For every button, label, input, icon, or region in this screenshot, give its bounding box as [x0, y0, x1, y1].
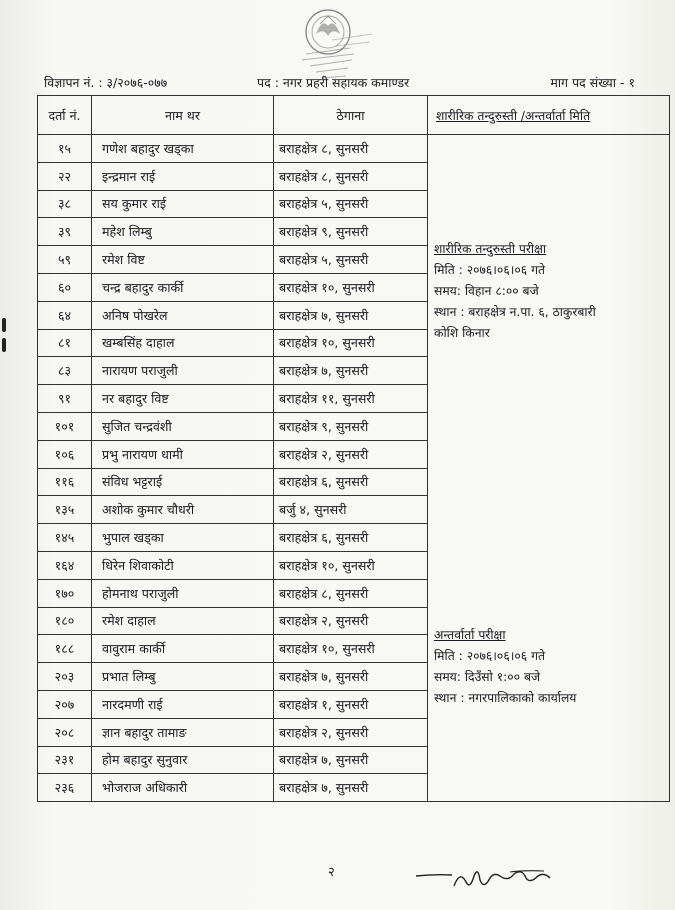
address-cell: बराहक्षेत्र ७, सुनसरी [274, 301, 428, 329]
physical-exam-place-cont: कोशि किनार [434, 326, 490, 340]
candidate-name-cell: नारदमणी राई [92, 690, 274, 718]
address-cell: बराहक्षेत्र ६, सुनसरी [274, 524, 428, 552]
reg-number-cell: ६० [38, 273, 92, 301]
col-header-address: ठेगाना [274, 96, 428, 135]
reg-number-cell: १४५ [38, 524, 92, 552]
candidate-name-cell: भोजराज अधिकारी [92, 774, 274, 802]
candidate-name-cell: नर बहादुर विष्ट [92, 385, 274, 413]
reg-number-cell: १३५ [38, 496, 92, 524]
candidate-name-cell: प्रभु नारायण धामी [92, 440, 274, 468]
reg-number-cell: १५ [38, 135, 92, 163]
physical-exam-title: शारीरिक तन्दुरुस्ती परीक्षा [434, 242, 547, 256]
candidate-name-cell: अनिष पोखरेल [92, 301, 274, 329]
reg-number-cell: ३९ [38, 218, 92, 246]
physical-exam-time: समय: विहान ८:०० बजे [434, 284, 539, 298]
candidate-table [37, 95, 670, 802]
candidate-name-cell: भुपाल खड्का [92, 524, 274, 552]
reg-number-cell: १७० [38, 579, 92, 607]
reg-number-cell: १८८ [38, 635, 92, 663]
candidate-name-cell: धिरेन शिवाकोटी [92, 551, 274, 579]
address-cell: बराहक्षेत्र ६, सुनसरी [274, 468, 428, 496]
address-cell: बराहक्षेत्र १०, सुनसरी [274, 329, 428, 357]
schedule-cell [428, 135, 670, 802]
address-cell: बराहक्षेत्र २, सुनसरी [274, 440, 428, 468]
document-header [44, 72, 635, 94]
address-cell: बराहक्षेत्र ७, सुनसरी [274, 663, 428, 691]
table-header-row [38, 96, 670, 135]
col-header-name: नाम थर [92, 96, 274, 135]
binder-hole-mark [2, 338, 6, 352]
reg-number-cell: २०८ [38, 718, 92, 746]
physical-exam-block [434, 239, 596, 344]
candidate-name-cell: संविध भट्टराई [92, 468, 274, 496]
address-cell: बराहक्षेत्र ८, सुनसरी [274, 579, 428, 607]
candidate-name-cell: महेश लिम्बु [92, 218, 274, 246]
reg-number-cell: १०६ [38, 440, 92, 468]
address-cell: बराहक्षेत्र ७, सुनसरी [274, 774, 428, 802]
binder-hole-mark [2, 318, 6, 332]
reg-number-cell: ८३ [38, 357, 92, 385]
page-number: २ [328, 865, 335, 880]
address-cell: बराहक्षेत्र १०, सुनसरी [274, 273, 428, 301]
reg-number-cell: २०३ [38, 663, 92, 691]
reg-number-cell: १०१ [38, 412, 92, 440]
reg-number-cell: ९१ [38, 385, 92, 413]
candidate-name-cell: चन्द्र बहादुर कार्की [92, 273, 274, 301]
candidate-name-cell: इन्द्रमान राई [92, 162, 274, 190]
reg-number-cell: ३८ [38, 190, 92, 218]
physical-exam-place: स्थान : बराहक्षेत्र न.पा. ६, ठाकुरबारी [434, 305, 596, 319]
candidate-name-cell: खम्बसिंह दाहाल [92, 329, 274, 357]
candidate-name-cell: गणेश बहादुर खड्का [92, 135, 274, 163]
address-cell: बराहक्षेत्र ८, सुनसरी [274, 135, 428, 163]
interview-block [434, 625, 576, 709]
candidate-name-cell: अशोक कुमार चौधरी [92, 496, 274, 524]
address-cell: बराहक्षेत्र २, सुनसरी [274, 607, 428, 635]
candidate-name-cell: वावुराम कार्की [92, 635, 274, 663]
address-cell: बराहक्षेत्र ५, सुनसरी [274, 246, 428, 274]
interview-place: स्थान : नगरपालिकाको कार्यालय [434, 691, 577, 705]
col-header-remark: शारीरिक तन्दुरुस्ती /अन्तर्वार्ता मिति [428, 96, 670, 135]
address-cell: बराहक्षेत्र ९, सुनसरी [274, 412, 428, 440]
col-header-reg: दर्ता नं. [38, 96, 92, 135]
candidate-name-cell: सुजित चन्द्रवंशी [92, 412, 274, 440]
address-cell: बराहक्षेत्र ७, सुनसरी [274, 357, 428, 385]
reg-number-cell: २३१ [38, 746, 92, 774]
advertisement-number: विज्ञापन नं. : ३/२०७६-०७७ [44, 75, 168, 90]
address-cell: बराहक्षेत्र १०, सुनसरी [274, 551, 428, 579]
demand-count: माग पद संख्या - १ [550, 75, 635, 90]
candidate-name-cell: प्रभात लिम्बु [92, 663, 274, 691]
candidate-name-cell: ज्ञान बहादुर तामाङ [92, 718, 274, 746]
reg-number-cell: ११६ [38, 468, 92, 496]
reg-number-cell: १८० [38, 607, 92, 635]
address-cell: बराहक्षेत्र ९, सुनसरी [274, 218, 428, 246]
table-row [38, 135, 670, 163]
address-cell: बराहक्षेत्र २, सुनसरी [274, 718, 428, 746]
reg-number-cell: ८१ [38, 329, 92, 357]
candidate-name-cell: होम बहादुर सुनुवार [92, 746, 274, 774]
interview-time: समय: दिउँसो १:०० बजे [434, 670, 541, 684]
candidate-name-cell: रमेश दाहाल [92, 607, 274, 635]
physical-exam-date: मिति : २०७६।०६।०६ गते [434, 263, 546, 277]
address-cell: बराहक्षेत्र ८, सुनसरी [274, 162, 428, 190]
reg-number-cell: ५९ [38, 246, 92, 274]
reg-number-cell: २३६ [38, 774, 92, 802]
candidate-name-cell: होमनाथ पराजुली [92, 579, 274, 607]
address-cell: बराहक्षेत्र ७, सुनसरी [274, 746, 428, 774]
address-cell: बराहक्षेत्र ५, सुनसरी [274, 190, 428, 218]
interview-date: मिति : २०७६।०६।०६ गते [434, 649, 546, 663]
candidate-name-cell: नारायण पराजुली [92, 357, 274, 385]
post-title: पद : नगर प्रहरी सहायक कमाण्डर [257, 75, 410, 90]
candidate-name-cell: रमेश विष्ट [92, 246, 274, 274]
address-cell: बराहक्षेत्र १, सुनसरी [274, 690, 428, 718]
reg-number-cell: २२ [38, 162, 92, 190]
reg-number-cell: ६४ [38, 301, 92, 329]
candidate-name-cell: सय कुमार राई [92, 190, 274, 218]
address-cell: बर्जु ४, सुनसरी [274, 496, 428, 524]
reg-number-cell: १६४ [38, 551, 92, 579]
interview-title: अन्तर्वार्ता परीक्षा [434, 628, 506, 642]
reg-number-cell: २०७ [38, 690, 92, 718]
signature-icon [414, 862, 554, 896]
address-cell: बराहक्षेत्र १०, सुनसरी [274, 635, 428, 663]
table-body [38, 135, 670, 802]
address-cell: बराहक्षेत्र ११, सुनसरी [274, 385, 428, 413]
